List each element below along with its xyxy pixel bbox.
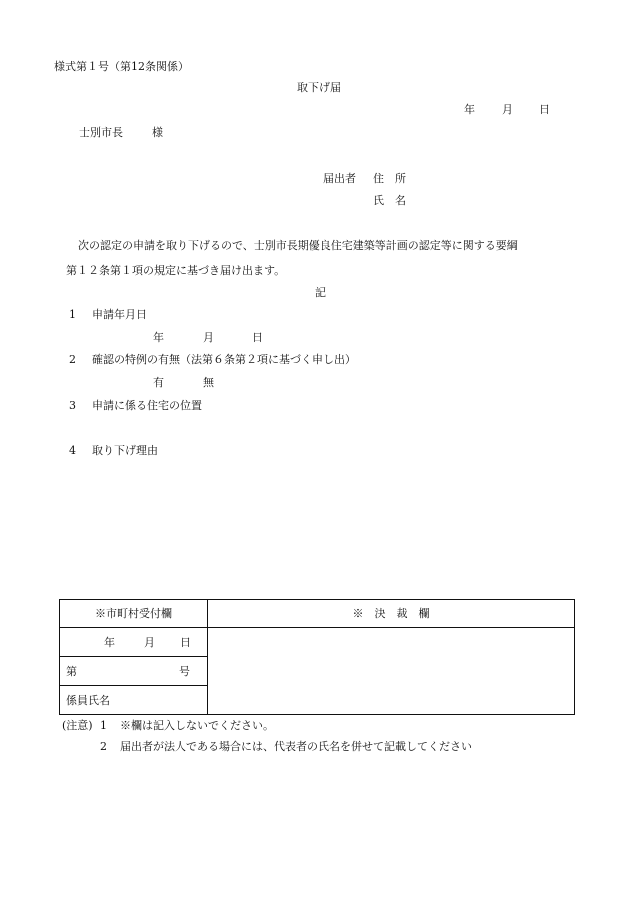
note-2-number: 2 [100, 740, 107, 753]
item-text: 申請に係る住宅の位置 [92, 399, 202, 412]
staff-name-label: 係員氏名 [66, 694, 110, 707]
receipt-table [59, 599, 575, 715]
receipt-month: 月 [144, 636, 155, 649]
note-1-text: ※欄は記入しないでください。 [120, 719, 274, 732]
receipt-header-cell [60, 600, 208, 628]
receipt-year: 年 [104, 636, 115, 649]
option-no: 無 [203, 376, 214, 389]
date-month: 月 [502, 103, 513, 116]
receipt-number-cell [60, 657, 208, 686]
approval-header-cell [208, 600, 575, 628]
body-line-1: 次の認定の申請を取り下げるので、士別市長期優良住宅建築等計画の認定等に関する要綱 [78, 239, 518, 252]
item-text: 確認の特例の有無（法第６条第２項に基づく申し出） [92, 353, 356, 366]
note-2-text: 届出者が法人である場合には、代表者の氏名を併せて記載してください [120, 740, 472, 753]
receipt-date-cell [60, 628, 208, 657]
addressee-honorific: 様 [152, 126, 163, 139]
staff-name-cell [60, 686, 208, 715]
item-number: 4 [69, 444, 76, 457]
approval-header: ※ 決 裁 欄 [352, 607, 430, 620]
item-number: 1 [69, 308, 76, 321]
option-yes: 有 [153, 376, 164, 389]
form-number: 様式第１号（第12条関係） [54, 60, 189, 73]
item-number: 2 [69, 353, 76, 366]
item-text: 申請年月日 [92, 308, 147, 321]
item-1-year: 年 [153, 331, 164, 344]
body-line-2: 第１２条第１項の規定に基づき届け出ます。 [66, 264, 286, 277]
receipt-number-suffix: 号 [179, 665, 190, 678]
item-number: 3 [69, 399, 76, 412]
approval-cell [208, 628, 575, 715]
item-1-month: 月 [203, 331, 214, 344]
applicant-label: 届出者 [323, 172, 356, 185]
document-title: 取下げ届 [297, 81, 341, 94]
ki-marker: 記 [315, 286, 326, 299]
date-year: 年 [464, 103, 475, 116]
date-day: 日 [539, 103, 550, 116]
body-paragraph [66, 233, 586, 283]
notes-label: (注意) [62, 719, 93, 732]
receipt-header: ※市町村受付欄 [95, 607, 172, 620]
applicant-name-label: 氏 名 [373, 194, 406, 207]
item-text: 取り下げ理由 [92, 444, 158, 457]
receipt-number-prefix: 第 [66, 665, 77, 678]
applicant-address-label: 住 所 [373, 172, 406, 185]
receipt-day: 日 [180, 636, 191, 649]
item-1-day: 日 [252, 331, 263, 344]
addressee-name: 士別市長 [79, 126, 123, 139]
note-1-number: 1 [100, 719, 107, 732]
